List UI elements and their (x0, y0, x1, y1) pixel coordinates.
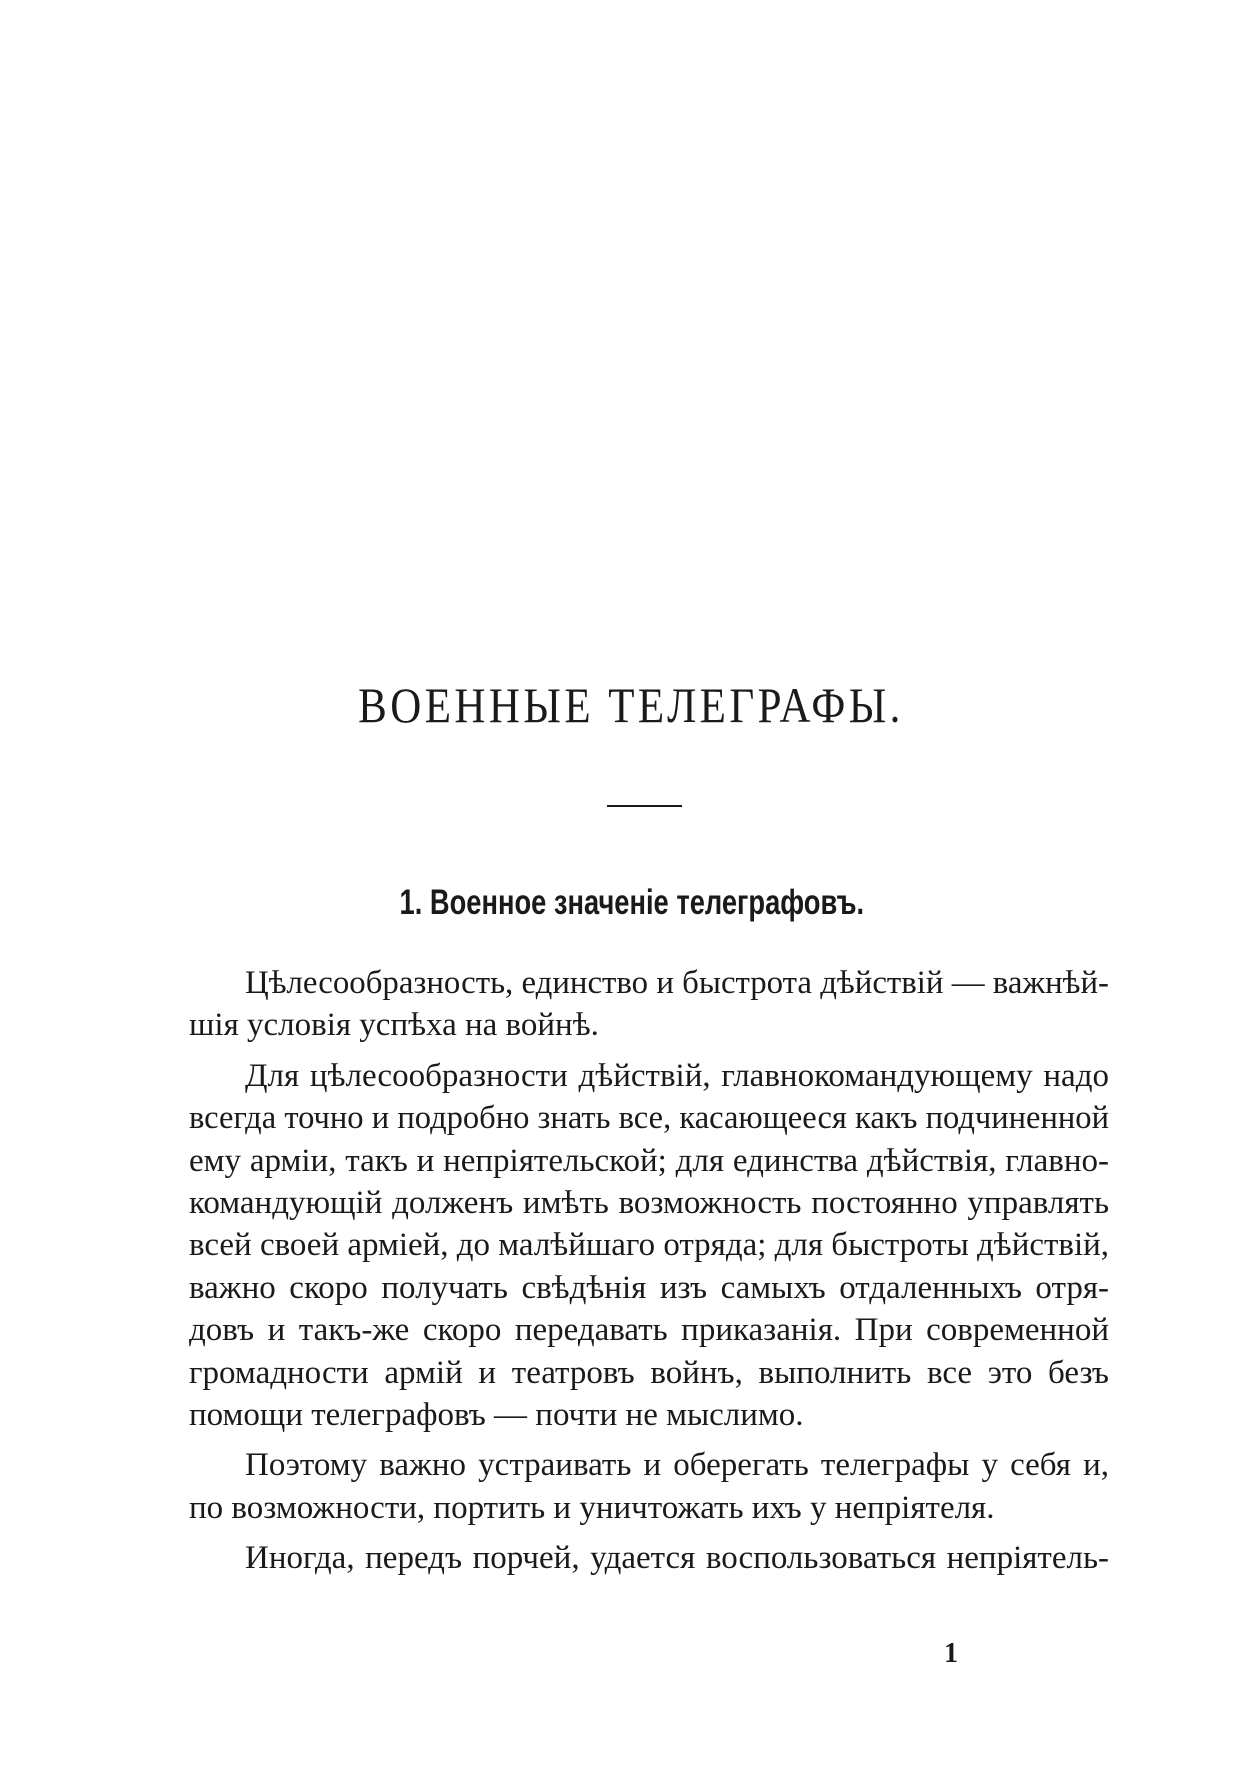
text-line: помощи телеграфовъ — почти не мыслимо. (189, 1396, 804, 1433)
text-line: Поэтому важно устраивать и оберегать телеграфы у себя и, (245, 1447, 1109, 1484)
text-line: ему арміи, такъ и непріятельской; для единства дѣйствія, главно- (189, 1142, 1109, 1179)
page-number: 1 (944, 1638, 958, 1669)
text-line: важно скоро получать свѣдѣнія изъ самыхъ отдаленныхъ отря- (189, 1269, 1109, 1306)
text-line: по возможности, портить и уничтожать ихъ у непріятеля. (189, 1489, 995, 1526)
text-line: громадности армій и театровъ войнъ, выполнить все это безъ (189, 1354, 1109, 1391)
paragraph (189, 962, 1109, 1047)
section-heading: 1. Военное значеніе телеграфовъ. (399, 883, 865, 922)
text-line: всегда точно и подробно знать все, касающееся какъ подчиненной (189, 1100, 1109, 1137)
text-line: шія условія успѣха на войнѣ. (189, 1007, 599, 1044)
paragraph (189, 1537, 1109, 1579)
title-divider (607, 805, 682, 807)
page-title: ВОЕННЫЕ ТЕЛЕГРАФЫ. (358, 677, 904, 733)
text-line: Цѣлесообразность, единство и быстрота дѣйствій — важнѣй- (245, 965, 1109, 1001)
body-text (189, 962, 1109, 1579)
paragraph (189, 1055, 1109, 1437)
text-line: всей своей арміей, до малѣйшаго отряда; для быстроты дѣйствій, (189, 1227, 1109, 1264)
text-line: довъ и такъ-же скоро передавать приказанія. При современной (189, 1312, 1109, 1349)
paragraph (189, 1444, 1109, 1529)
text-line: Иногда, передъ порчей, удается воспользоваться непріятель- (245, 1540, 1109, 1577)
text-line: Для цѣлесообразности дѣйствій, главнокомандующему надо (245, 1057, 1109, 1094)
text-line: командующій долженъ имѣть возможность постоянно управлять (189, 1184, 1109, 1221)
